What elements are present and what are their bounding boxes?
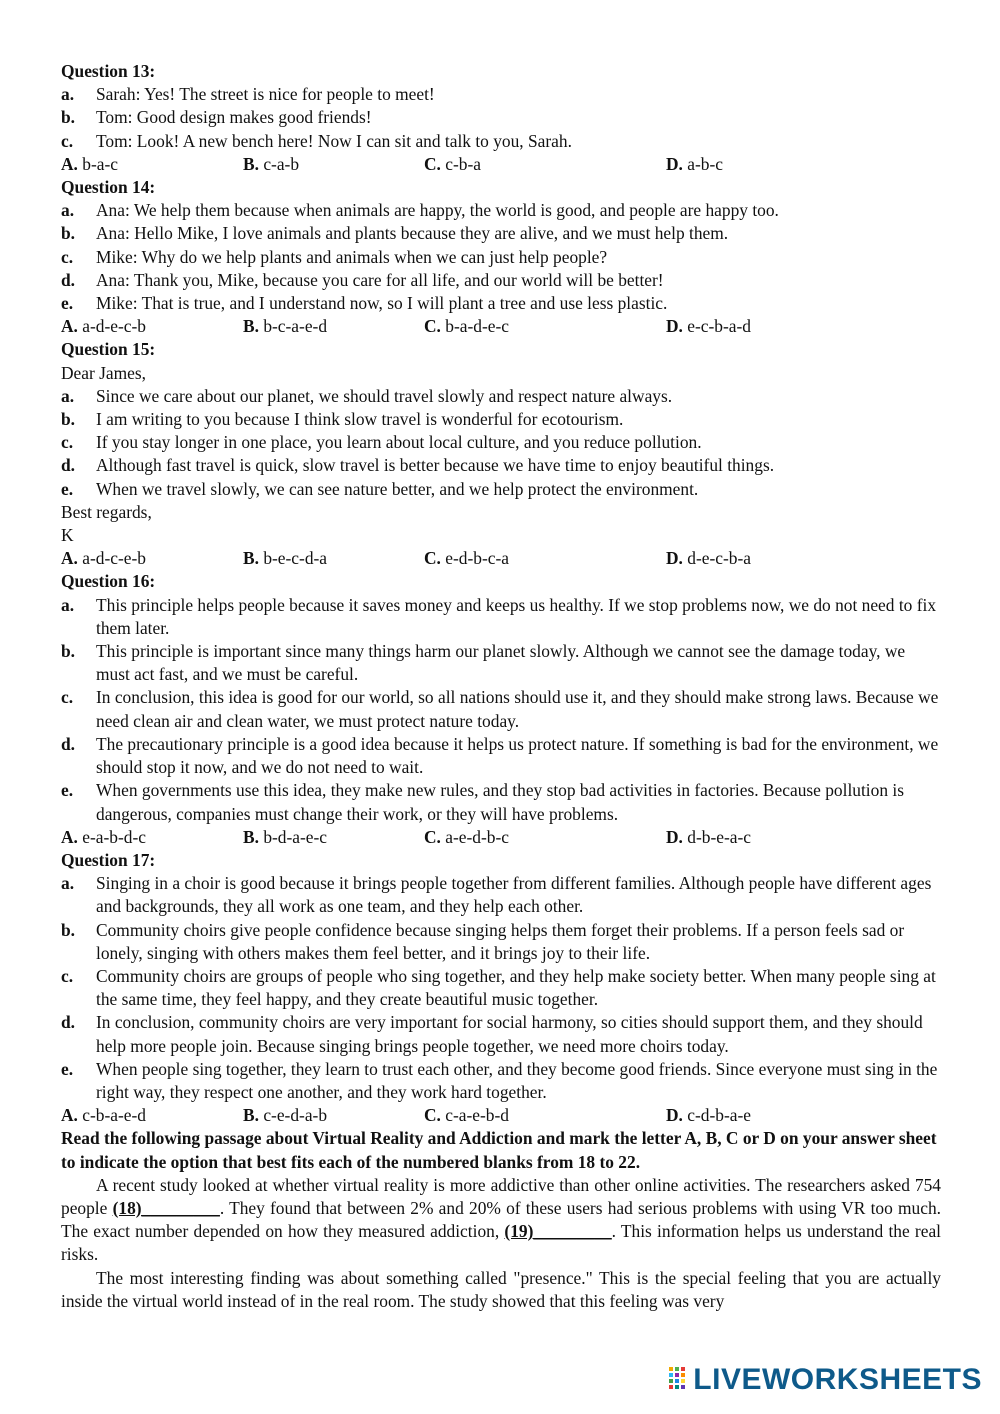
blank-18[interactable]: (18)_________ (112, 1197, 220, 1218)
q17-option-b[interactable] (243, 1104, 424, 1127)
item-letter: a. (61, 200, 75, 221)
passage-instruction: Read the following passage about Virtual Reality and Addiction and mark the letter A, B, C or D on your answer sheet to indicate the option that best fits each of the numbered blanks from 18 to 22. (61, 1128, 937, 1172)
option-text: c-a-e-b-d (445, 1105, 509, 1126)
q15-option-b[interactable] (243, 547, 424, 570)
q16-item-c (61, 686, 941, 732)
q17-item-c (61, 965, 941, 1011)
item-text: Ana: Thank you, Mike, because you care for all life, and our world will be better! (96, 269, 664, 290)
option-letter: D. (666, 1105, 683, 1126)
liveworksheets-logo-icon (669, 1365, 689, 1395)
passage-text: . This information helps us understand the real risks. (61, 1221, 941, 1265)
q16-item-a (61, 594, 941, 640)
question-17-title: Question 17: (61, 849, 156, 870)
item-letter: e. (61, 478, 74, 499)
option-text: c-e-d-a-b (263, 1105, 328, 1126)
item-text: The precautionary principle is a good idea because it helps us protect nature. If something is bad for the environment, we should stop it now, and we do not need to wait. (96, 733, 939, 778)
q17-item-d (61, 1011, 941, 1057)
item-letter: c. (61, 687, 74, 708)
q14-option-c[interactable] (424, 315, 666, 338)
option-text: d-b-e-a-c (687, 826, 751, 847)
item-text: Community choirs give people confidence because singing helps them forget their problems. If a person feels sad or lonely, singing with others makes them feel better, and it brings joy to their life. (96, 919, 905, 963)
option-text: c-b-a-e-d (82, 1105, 146, 1126)
item-text: Tom: Look! A new bench here! Now I can sit and talk to you, Sarah. (96, 130, 572, 151)
q14-item-b (61, 222, 941, 245)
q17-option-d[interactable] (666, 1104, 751, 1127)
q15-option-d[interactable] (666, 547, 751, 570)
option-text: e-c-b-a-d (687, 316, 751, 337)
item-letter: c. (61, 432, 74, 453)
q13-option-d[interactable] (666, 153, 723, 176)
option-letter: A. (61, 316, 78, 337)
q14-item-e (61, 292, 941, 315)
q15-item-e (61, 478, 941, 501)
q17-option-a[interactable] (61, 1104, 243, 1127)
option-letter: A. (61, 548, 78, 569)
q14-item-d (61, 269, 941, 292)
item-text: When governments use this idea, they make new rules, and they stop bad activities in factories. Because pollution is dangerous, companies must change their work, or they will have problems. (96, 780, 904, 824)
item-text: In conclusion, this idea is good for our world, so all nations should use it, and they should make strong laws. Because we need clean air and clean water, we must protect nature today. (96, 687, 939, 731)
option-letter: B. (243, 548, 259, 569)
q16-options (61, 826, 941, 849)
option-text: b-a-d-e-c (445, 316, 509, 337)
item-text: Mike: Why do we help plants and animals when we can just help people? (96, 246, 608, 267)
q14-item-a (61, 199, 941, 222)
question-13-title: Question 13: (61, 61, 156, 81)
item-text: In conclusion, community choirs are very important for social harmony, so cities should support them, and they should help more people join. Because singing brings people together, we need more choirs today. (96, 1012, 923, 1056)
q15-item-a (61, 385, 941, 408)
option-letter: D. (666, 826, 683, 847)
q14-options (61, 315, 941, 338)
item-text: Mike: That is true, and I understand now, so I will plant a tree and use less plastic. (96, 293, 668, 314)
q15-item-c (61, 431, 941, 454)
q14-option-a[interactable] (61, 315, 243, 338)
item-letter: d. (61, 269, 76, 290)
option-text: d-e-c-b-a (687, 548, 751, 569)
q14-option-b[interactable] (243, 315, 424, 338)
option-letter: C. (424, 316, 441, 337)
q14-option-d[interactable] (666, 315, 751, 338)
q13-option-b[interactable] (243, 153, 424, 176)
option-letter: A. (61, 826, 78, 847)
q16-option-b[interactable] (243, 826, 424, 849)
item-text: When people sing together, they learn to trust each other, and they become good friends. Since everyone must sing in the right way, they respect one another, and they work hard together. (96, 1058, 938, 1102)
option-text: a-e-d-b-c (445, 826, 509, 847)
item-text: Sarah: Yes! The street is nice for people to meet! (96, 84, 435, 105)
letter-signature: K (61, 525, 74, 546)
option-text: e-d-b-c-a (445, 548, 509, 569)
q17-item-a (61, 872, 941, 918)
liveworksheets-brand-text: LIVEWORKSHEETS (693, 1363, 982, 1396)
option-letter: C. (424, 153, 441, 174)
q14-item-c (61, 246, 941, 269)
q16-item-e (61, 779, 941, 825)
option-letter: C. (424, 1105, 441, 1126)
option-letter: D. (666, 316, 683, 337)
item-letter: a. (61, 84, 75, 105)
item-text: Although fast travel is quick, slow travel is better because we have time to enjoy beautiful things. (96, 455, 775, 476)
q16-option-a[interactable] (61, 826, 243, 849)
question-16-title: Question 16: (61, 571, 156, 592)
liveworksheets-logo (669, 1362, 982, 1398)
q13-options (61, 153, 941, 176)
item-letter: b. (61, 107, 76, 128)
item-text: If you stay longer in one place, you learn about local culture, and you reduce pollution. (96, 432, 702, 453)
q17-item-e (61, 1058, 941, 1104)
option-letter: C. (424, 548, 441, 569)
option-text: c-b-a (445, 153, 481, 174)
q17-options (61, 1104, 941, 1127)
passage-paragraph-2: The most interesting finding was about something called "presence." This is the special feeling that you are actually inside the virtual world instead of in the real room. The study showed that this feeling was very (61, 1267, 941, 1311)
q17-item-b (61, 919, 941, 965)
letter-greeting: Dear James, (61, 362, 146, 383)
item-text: Tom: Good design makes good friends! (96, 107, 372, 128)
question-14-title: Question 14: (61, 177, 156, 198)
letter-closing: Best regards, (61, 501, 152, 522)
item-letter: b. (61, 409, 76, 430)
item-letter: b. (61, 919, 76, 940)
item-letter: c. (61, 246, 74, 267)
item-text: This principle helps people because it saves money and keeps us healthy. If we stop problems now, we do not need to fix them later. (96, 594, 937, 638)
option-letter: B. (243, 1105, 259, 1126)
q16-item-d (61, 733, 941, 779)
item-letter: d. (61, 455, 76, 476)
option-text: e-a-b-d-c (82, 826, 146, 847)
option-text: b-a-c (82, 153, 118, 174)
item-letter: c. (61, 965, 74, 986)
item-letter: c. (61, 130, 74, 151)
item-text: I am writing to you because I think slow travel is wonderful for ecotourism. (96, 409, 624, 430)
item-letter: e. (61, 1058, 74, 1079)
q15-option-c[interactable] (424, 547, 666, 570)
option-letter: A. (61, 153, 78, 174)
worksheet-page (61, 60, 941, 1313)
item-letter: d. (61, 733, 76, 754)
q13-option-a[interactable] (61, 153, 243, 176)
option-letter: B. (243, 153, 259, 174)
option-text: b-c-a-e-d (263, 316, 328, 337)
item-letter: d. (61, 1012, 76, 1033)
item-text: Ana: Hello Mike, I love animals and plants because they are alive, and we must help them. (96, 223, 729, 244)
item-text: Since we care about our planet, we should travel slowly and respect nature always. (96, 385, 673, 406)
question-15-title: Question 15: (61, 339, 156, 360)
blank-19[interactable]: (19)_________ (504, 1221, 612, 1242)
item-letter: b. (61, 223, 76, 244)
item-letter: a. (61, 594, 75, 615)
item-text: Singing in a choir is good because it brings people together from different families. Although people have different ages and backgrounds, they all work as one team, and they help each other. (96, 873, 932, 917)
q15-item-d (61, 454, 941, 477)
q16-item-b (61, 640, 941, 686)
item-text: Community choirs are groups of people who sing together, and they help make society better. When many people sing at the same time, they feel happy, and they create beautiful music together. (96, 965, 936, 1010)
option-text: b-e-c-d-a (263, 548, 328, 569)
option-letter: B. (243, 826, 259, 847)
q13-item-b (61, 106, 941, 129)
q13-item-c (61, 130, 941, 153)
option-letter: A. (61, 1105, 78, 1126)
option-text: b-d-a-e-c (263, 826, 328, 847)
option-text: a-d-c-e-b (82, 548, 146, 569)
q15-options (61, 547, 941, 570)
option-letter: B. (243, 316, 259, 337)
item-letter: b. (61, 641, 76, 662)
passage-paragraph-1 (61, 1174, 941, 1267)
q16-option-c[interactable] (424, 826, 666, 849)
option-letter: D. (666, 153, 683, 174)
item-letter: e. (61, 293, 74, 314)
q13-item-a (61, 83, 941, 106)
q15-option-a[interactable] (61, 547, 243, 570)
item-text: This principle is important since many things harm our planet slowly. Although we cannot see the damage today, we must act fast, and we must be careful. (96, 641, 906, 685)
q13-option-c[interactable] (424, 153, 666, 176)
item-letter: a. (61, 873, 75, 894)
item-letter: e. (61, 780, 74, 801)
option-text: a-b-c (687, 153, 723, 174)
item-letter: a. (61, 385, 75, 406)
option-text: c-d-b-a-e (687, 1105, 751, 1126)
option-text: a-d-e-c-b (82, 316, 146, 337)
passage-text: . They found that between 2% and 20% of these users had serious problems with using VR too much. The exact number depended on how they measured addiction, (61, 1197, 941, 1242)
q17-option-c[interactable] (424, 1104, 666, 1127)
q15-item-b (61, 408, 941, 431)
option-letter: D. (666, 548, 683, 569)
option-letter: C. (424, 826, 441, 847)
item-text: Ana: We help them because when animals are happy, the world is good, and people are happy too. (96, 200, 779, 221)
item-text: When we travel slowly, we can see nature better, and we help protect the environment. (96, 478, 699, 499)
option-text: c-a-b (263, 153, 300, 174)
passage-text: A recent study looked at whether virtual reality is more addictive than other online activities. The researchers asked 754 people (61, 1174, 941, 1218)
q16-option-d[interactable] (666, 826, 751, 849)
